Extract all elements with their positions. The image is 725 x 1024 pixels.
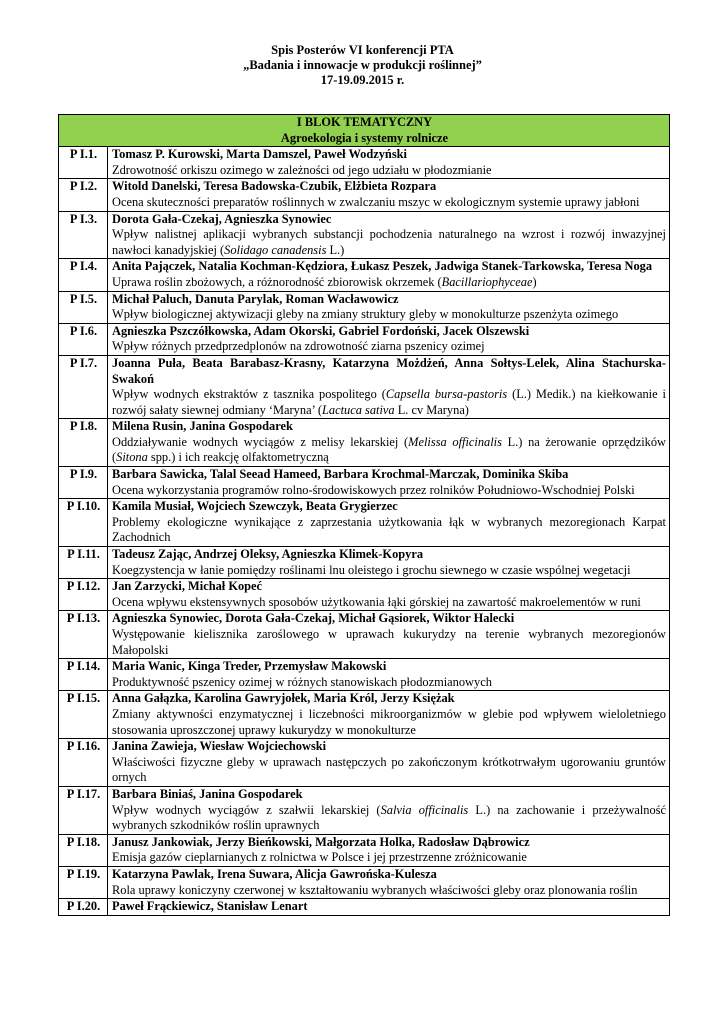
- poster-row: [59, 147, 670, 179]
- poster-number: P I.4.: [59, 259, 108, 291]
- title-text: Wpływ wodnych ekstraktów z tasznika pospolitego (: [112, 387, 386, 402]
- title-text: Zdrowotność orkiszu ozimego w zależności od jego udziału w płodozmianie: [112, 162, 492, 177]
- poster-authors: Witold Danelski, Teresa Badowska-Czubik, Elżbieta Rozpara: [112, 179, 437, 194]
- poster-authors: Agnieszka Synowiec, Dorota Gała-Czekaj, Michał Gąsiorek, Wiktor Halecki: [112, 611, 515, 626]
- poster-title: [112, 563, 666, 579]
- species-name: Salvia officinalis: [380, 802, 469, 817]
- title-text: Zmiany aktywności enzymatycznej i liczebności mikroorganizmów w glebie pod wpływem wieloletniego stosowania uproszczonej uprawy kukurydzy w monokulturze: [112, 706, 666, 737]
- poster-info: [108, 419, 670, 467]
- poster-row: [59, 499, 670, 547]
- poster-authors: Dorota Gała-Czekaj, Agnieszka Synowiec: [112, 211, 332, 226]
- poster-authors: Agnieszka Pszczółkowska, Adam Okorski, Gabriel Fordoński, Jacek Olszewski: [112, 323, 530, 338]
- poster-title: [112, 627, 666, 658]
- poster-number: P I.16.: [59, 739, 108, 787]
- title-text: ): [532, 274, 537, 289]
- posters-table: [58, 114, 670, 916]
- poster-authors: Milena Rusin, Janina Gospodarek: [112, 419, 293, 434]
- title-text: Wpływ biologicznej aktywizacji gleby na zmiany struktury gleby w monokulturze pszenżyta ozimego: [112, 307, 619, 322]
- poster-info: [108, 211, 670, 259]
- species-name: Melissa officinalis: [408, 434, 502, 449]
- species-name: Bacillariophyceae: [441, 274, 533, 289]
- poster-row: [59, 866, 670, 898]
- poster-authors: Janusz Jankowiak, Jerzy Bieńkowski, Małgorzata Holka, Radosław Dąbrowicz: [112, 834, 530, 849]
- poster-authors: Joanna Puła, Beata Barabasz-Krasny, Katarzyna Możdżeń, Anna Sołtys-Lelek, Alina Stachurska-Swakoń: [112, 355, 666, 386]
- title-text: Ocena skuteczności preparatów roślinnych w zwalczaniu mszyc w ekologicznym systemie uprawy jabłoni: [112, 194, 640, 209]
- poster-title: [112, 339, 666, 355]
- title-text: Emisja gazów cieplarnianych z rolnictwa w Polsce i jej przestrzenne zróżnicowanie: [112, 850, 527, 865]
- poster-row: [59, 419, 670, 467]
- title-text: Ocena wykorzystania programów rolno-środowiskowych przez rolników Południowo-Wschodniej Polski: [112, 482, 635, 497]
- conference-dates: 17-19.09.2015 r.: [320, 73, 405, 87]
- poster-title: [112, 227, 666, 258]
- title-text: Występowanie kielisznika zaroślowego w uprawach kukurydzy na terenie wybranych mezoregionów Małopolski: [112, 627, 666, 657]
- poster-number: P I.20.: [59, 899, 108, 916]
- poster-title: [112, 307, 666, 323]
- conference-name: „Badania i innowacje w produkcji roślinnej”: [243, 58, 482, 72]
- poster-authors: Barbara Biniaś, Janina Gospodarek: [112, 786, 303, 801]
- title-text: Uprawa roślin zbożowych, a różnorodność zbiorowisk okrzemek (: [112, 274, 442, 289]
- document-header: [0, 43, 725, 88]
- poster-info: [108, 323, 670, 355]
- poster-title: [112, 803, 666, 834]
- poster-info: [108, 611, 670, 659]
- poster-info: [108, 147, 670, 179]
- species-name: Capsella bursa-pastoris: [385, 387, 508, 402]
- poster-title: [112, 435, 666, 466]
- title-text: L.): [326, 242, 345, 257]
- title-text: Oddziaływanie wodnych wyciągów z melisy lekarskiej (: [112, 434, 409, 449]
- title-text: Wpływ nalistnej aplikacji wybranych substancji pochodzenia naturalnego na wzrost i rozwój inwazyjnej nawłoci kanadyjskiej (: [112, 227, 666, 257]
- poster-row: [59, 211, 670, 259]
- poster-number: P I.1.: [59, 147, 108, 179]
- poster-title: [112, 755, 666, 786]
- poster-number: P I.3.: [59, 211, 108, 259]
- title-text: spp.) i ich reakcję olfaktometryczną: [147, 450, 329, 465]
- document-title: Spis Posterów VI konferencji PTA: [271, 43, 454, 57]
- poster-row: [59, 579, 670, 611]
- title-text: Wpływ różnych przedprzedplonów na zdrowotność ziarna pszenicy ozimej: [112, 339, 485, 354]
- poster-title: [112, 195, 666, 211]
- poster-row: [59, 179, 670, 211]
- poster-info: [108, 355, 670, 418]
- poster-row: [59, 547, 670, 579]
- poster-info: [108, 179, 670, 211]
- poster-number: P I.11.: [59, 547, 108, 579]
- poster-info: [108, 547, 670, 579]
- poster-row: [59, 467, 670, 499]
- poster-row: [59, 739, 670, 787]
- poster-info: [108, 659, 670, 691]
- poster-title: [112, 675, 666, 691]
- poster-number: P I.9.: [59, 467, 108, 499]
- poster-number: P I.10.: [59, 499, 108, 547]
- poster-number: P I.19.: [59, 866, 108, 898]
- poster-number: P I.14.: [59, 659, 108, 691]
- species-name: Sitona: [116, 450, 148, 465]
- block-header: [59, 115, 670, 147]
- poster-authors: Tomasz P. Kurowski, Marta Damszel, Paweł Wodzyński: [112, 147, 407, 162]
- poster-number: P I.12.: [59, 579, 108, 611]
- poster-authors: Jan Zarzycki, Michał Kopeć: [112, 579, 263, 594]
- poster-number: P I.13.: [59, 611, 108, 659]
- title-text: Właściwości fizyczne gleby w uprawach następczych po zakończonym krótkotrwałym ugorowaniu gruntów ornych: [112, 754, 666, 785]
- poster-row: [59, 355, 670, 418]
- poster-number: P I.18.: [59, 834, 108, 866]
- poster-info: [108, 499, 670, 547]
- title-text: L.) na zachowanie i przeżywalność wybranych szkodników roślin uprawnych: [112, 802, 666, 833]
- title-text: Koegzystencja w łanie pomiędzy roślinami lnu oleistego i grochu siewnego w czasie wspólnej wegetacji: [112, 562, 631, 577]
- poster-number: P I.15.: [59, 691, 108, 739]
- poster-number: P I.7.: [59, 355, 108, 418]
- poster-authors: Barbara Sawicka, Talal Seead Hameed, Barbara Krochmal-Marczak, Dominika Skiba: [112, 467, 569, 482]
- title-text: Produktywność pszenicy ozimej w różnych stanowiskach płodozmianowych: [112, 674, 492, 689]
- poster-title: [112, 595, 666, 611]
- poster-authors: Paweł Frąckiewicz, Stanisław Lenart: [112, 899, 308, 914]
- poster-info: [108, 259, 670, 291]
- poster-info: [108, 739, 670, 787]
- block-title: I BLOK TEMATYCZNY: [296, 115, 433, 129]
- poster-title: [112, 275, 666, 291]
- poster-authors: Janina Zawieja, Wiesław Wojciechowski: [112, 739, 327, 754]
- poster-info: [108, 579, 670, 611]
- poster-authors: Maria Wanic, Kinga Treder, Przemysław Makowski: [112, 659, 387, 674]
- species-name: Solidago canadensis: [224, 242, 327, 257]
- species-name: Lactuca sativa: [322, 402, 395, 417]
- poster-row: [59, 611, 670, 659]
- poster-info: [108, 467, 670, 499]
- poster-row: [59, 834, 670, 866]
- block-subtitle: Agroekologia i systemy rolnicze: [280, 130, 449, 145]
- poster-number: P I.17.: [59, 786, 108, 834]
- poster-number: P I.8.: [59, 419, 108, 467]
- poster-number: P I.6.: [59, 323, 108, 355]
- poster-row: [59, 691, 670, 739]
- poster-row: [59, 899, 670, 916]
- block-header-row: [59, 115, 670, 147]
- poster-title: [112, 883, 666, 899]
- poster-authors: Kamila Musiał, Wojciech Szewczyk, Beata Grygierzec: [112, 499, 398, 514]
- poster-info: [108, 291, 670, 323]
- poster-row: [59, 291, 670, 323]
- title-text: (L.) Medik.) na kiełkowanie i rozwój sałaty siewnej odmiany ‘Maryna’ (: [112, 387, 666, 417]
- poster-number: P I.2.: [59, 179, 108, 211]
- poster-info: [108, 691, 670, 739]
- poster-title: [112, 850, 666, 866]
- poster-title: [112, 515, 666, 546]
- poster-row: [59, 786, 670, 834]
- title-text: Problemy ekologiczne wynikające z zaprzestania użytkowania łąk w wybranych mezoregionach Karpat Zachodnich: [112, 514, 666, 545]
- poster-authors: Michał Paluch, Danuta Parylak, Roman Wacławowicz: [112, 291, 399, 306]
- poster-info: [108, 899, 670, 916]
- title-text: L. cv Maryna): [394, 402, 469, 417]
- title-text: Wpływ wodnych wyciągów z szałwii lekarskiej (: [112, 802, 381, 817]
- poster-title: [112, 163, 666, 179]
- poster-info: [108, 866, 670, 898]
- poster-row: [59, 323, 670, 355]
- poster-authors: Anita Pajączek, Natalia Kochman-Kędziora, Łukasz Peszek, Jadwiga Stanek-Tarkowska, Teresa Noga: [112, 259, 653, 274]
- title-text: Rola uprawy koniczyny czerwonej w kształtowaniu wybranych właściwości gleby oraz plonowania roślin: [112, 882, 638, 897]
- poster-info: [108, 834, 670, 866]
- poster-title: [112, 707, 666, 738]
- poster-row: [59, 259, 670, 291]
- poster-row: [59, 659, 670, 691]
- title-text: L.) na żerowanie oprzędzików (: [112, 434, 666, 465]
- poster-title: [112, 483, 666, 499]
- poster-number: P I.5.: [59, 291, 108, 323]
- title-text: Ocena wpływu ekstensywnych sposobów użytkowania łąki górskiej na zawartość makroelementów w runi: [112, 594, 641, 609]
- poster-title: [112, 387, 666, 418]
- poster-info: [108, 786, 670, 834]
- poster-authors: Tadeusz Zając, Andrzej Oleksy, Agnieszka Klimek-Kopyra: [112, 547, 424, 562]
- poster-authors: Anna Gałązka, Karolina Gawryjołek, Maria Król, Jerzy Księżak: [112, 691, 455, 706]
- poster-authors: Katarzyna Pawlak, Irena Suwara, Alicja Gawrońska-Kulesza: [112, 866, 437, 881]
